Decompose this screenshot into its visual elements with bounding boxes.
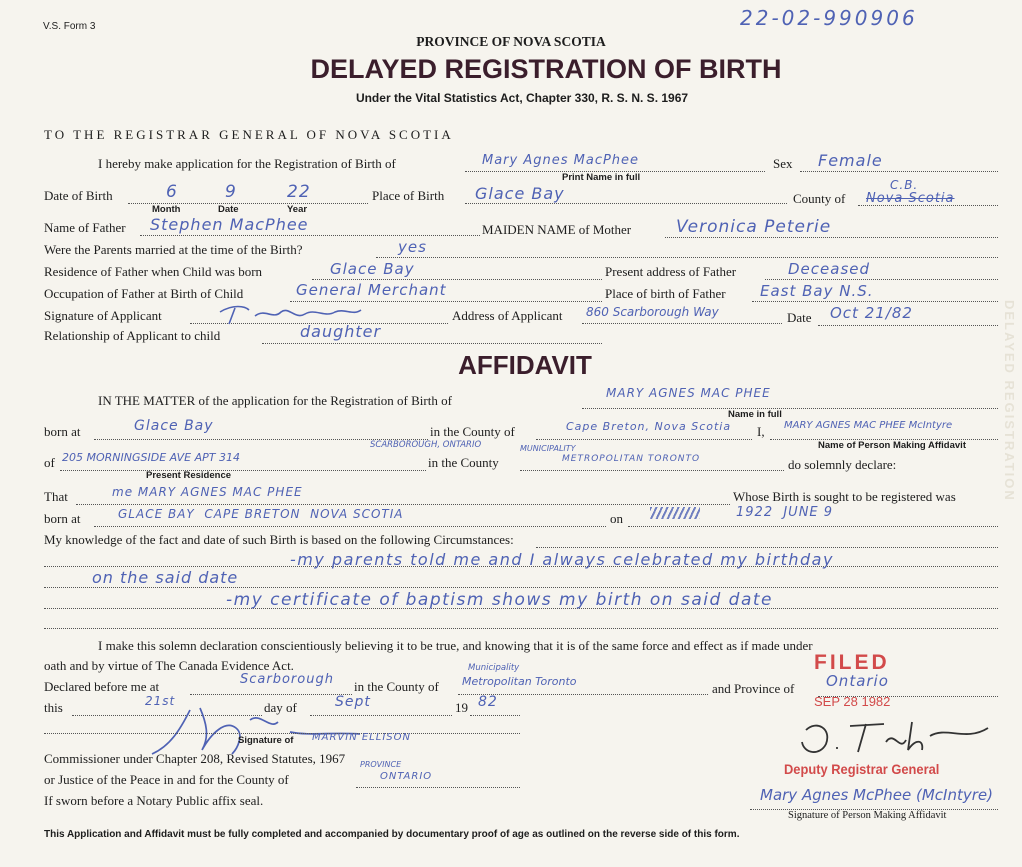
- present-address-line: [765, 279, 998, 280]
- year-line: [470, 715, 520, 716]
- date-label: Date: [218, 204, 239, 215]
- place-line: [465, 203, 787, 204]
- father-birthplace-label: Place of birth of Father: [605, 286, 726, 301]
- in-county3-value: Metropolitan Toronto: [462, 675, 577, 688]
- circumstance-line-4: [44, 628, 998, 629]
- knowledge-label: My knowledge of the fact and date of such Birth is based on the following Circumstances:: [44, 532, 514, 547]
- father-name: Stephen MacPhee: [150, 215, 309, 234]
- province-label: and Province of: [712, 681, 795, 696]
- in-county2-line: [520, 470, 784, 471]
- filed-date-stamp: SEP 28 1982: [814, 694, 891, 709]
- born-at-value: Glace Bay: [134, 418, 214, 434]
- residence-value: Glace Bay: [330, 260, 415, 278]
- present-address-value: Deceased: [788, 260, 871, 278]
- person-signature-label: Signature of Person Making Affidavit: [788, 810, 947, 821]
- page-title: DELAYED REGISTRATION OF BIRTH: [310, 54, 782, 84]
- print-name-label: Print Name in full: [562, 172, 641, 183]
- declared-label: Declared before me at: [44, 679, 160, 694]
- declaration-line-1: I make this solemn declaration conscientiously believing it to be true, and knowing that it is of the same force and effect as if made under: [98, 638, 813, 653]
- declare-label: do solemnly declare:: [788, 457, 897, 472]
- this-label: this: [44, 700, 63, 715]
- mother-label: MAIDEN NAME of Mother: [482, 222, 632, 237]
- applicant-address-value: 860 Scarborough Way: [586, 305, 719, 319]
- declared-value: Scarborough: [240, 672, 334, 687]
- province-heading: PROVINCE OF NOVA SCOTIA: [416, 34, 606, 49]
- month-label: Month: [152, 204, 181, 215]
- matter-line: [582, 408, 998, 409]
- father-birthplace-line: [752, 301, 998, 302]
- residence-address: 205 MORNINGSIDE AVE APT 314: [62, 451, 240, 464]
- filed-stamp: FILED: [814, 651, 890, 674]
- in-county2-value: METROPOLITAN TORONTO: [562, 454, 701, 464]
- year-prefix: 19: [455, 700, 468, 715]
- of-label: of: [44, 455, 55, 470]
- form-number: V.S. Form 3: [43, 21, 96, 32]
- signature-of-label: Signature of: [238, 735, 294, 746]
- signature-line: [44, 733, 520, 734]
- affidavit-heading: AFFIDAVIT: [458, 350, 592, 380]
- name-full-label: Name in full: [728, 409, 782, 420]
- county-value: C.B.: [890, 178, 919, 192]
- residence-label: Residence of Father when Child was born: [44, 264, 263, 279]
- day-value: Sept: [335, 694, 371, 710]
- of-line: [60, 470, 426, 471]
- born-at2-line: [94, 526, 606, 527]
- matter-value: MARY AGNES MAC PHEE: [606, 386, 771, 400]
- justice-value: ONTARIO: [380, 771, 433, 782]
- commissioner-line: Commissioner under Chapter 208, Revised Statutes, 1967: [44, 751, 346, 766]
- father-label: Name of Father: [44, 220, 126, 235]
- justice-line: or Justice of the Peace in and for the County of: [44, 772, 289, 787]
- that-value: me MARY AGNES MAC PHEE: [112, 485, 303, 499]
- that-label: That: [44, 489, 68, 504]
- knowledge-line: [536, 547, 998, 548]
- dob-month: 6: [166, 182, 178, 202]
- county-label: County of: [793, 191, 846, 206]
- watermark: DELAYED REGISTRATION: [1002, 300, 1017, 502]
- sex-label: Sex: [773, 156, 793, 171]
- occupation-value: General Merchant: [296, 281, 447, 299]
- mother-name: Veronica Peterie: [676, 217, 832, 237]
- married-line: [376, 257, 998, 258]
- matter-label: IN THE MATTER of the application for the Registration of Birth of: [98, 393, 452, 408]
- sex-value: Female: [818, 151, 883, 170]
- applicant-address-line: [582, 323, 782, 324]
- municipality-note2: Municipality: [468, 663, 520, 673]
- year-label: Year: [287, 204, 308, 215]
- county-struck: Nova Scotia: [866, 191, 955, 206]
- place-of-birth: Glace Bay: [475, 184, 565, 203]
- circumstance-3: -my certificate of baptism shows my birth on said date: [226, 590, 774, 610]
- child-name: Mary Agnes MacPhee: [482, 153, 640, 168]
- dob-date: 9: [225, 182, 237, 202]
- affiant-name: MARY AGNES MAC PHEE McIntyre: [784, 420, 953, 431]
- addressee: TO THE REGISTRAR GENERAL OF NOVA SCOTIA: [44, 127, 454, 142]
- mother-line: [665, 237, 998, 238]
- relationship-line: [262, 343, 602, 344]
- married-value: yes: [398, 238, 427, 256]
- this-value: 21st: [145, 694, 176, 708]
- application-date: Oct 21/82: [830, 304, 913, 322]
- father-birthplace-value: East Bay N.S.: [760, 282, 874, 300]
- place-of-birth-label: Place of Birth: [372, 188, 445, 203]
- province-note: PROVINCE: [360, 760, 402, 769]
- subtitle: Under the Vital Statistics Act, Chapter 330, R. S. N. S. 1967: [355, 91, 689, 105]
- residence-address-extra: SCARBOROUGH, ONTARIO: [370, 440, 482, 450]
- born-at-label: born at: [44, 424, 81, 439]
- circumstance-1: -my parents told me and I always celebrated my birthday: [290, 550, 834, 569]
- application-date-label: Date: [787, 310, 812, 325]
- relationship-value: daughter: [300, 322, 382, 341]
- on-line: [628, 526, 998, 527]
- notary-line: If sworn before a Notary Public affix seal.: [44, 793, 264, 808]
- dob-label: Date of Birth: [44, 188, 113, 203]
- born-at2-label: born at: [44, 511, 81, 526]
- justice-county-line: [356, 787, 520, 788]
- scribble: [650, 507, 700, 519]
- year-value: 82: [478, 694, 498, 710]
- applicant-signature-label: Signature of Applicant: [44, 308, 162, 323]
- file-number: 22-02-990906: [740, 6, 918, 30]
- in-county3-label: in the County of: [354, 679, 439, 694]
- born-at2-value: GLACE BAY CAPE BRETON NOVA SCOTIA: [118, 507, 404, 521]
- residence-line: [312, 279, 602, 280]
- in-county-label: in the County of: [430, 424, 515, 439]
- intro-label: I hereby make application for the Registration of Birth of: [98, 156, 396, 171]
- that-line: [76, 504, 730, 505]
- circumstance-line-2: [44, 587, 998, 588]
- on-value: 1922 JUNE 9: [736, 505, 834, 520]
- on-label: on: [610, 511, 623, 526]
- person-signature: Mary Agnes McPhee (McIntyre): [760, 786, 993, 804]
- dob-year: 22: [287, 182, 311, 202]
- married-label: Were the Parents married at the time of the Birth?: [44, 242, 303, 257]
- commissioner-name: MARVIN ELLISON: [312, 732, 411, 743]
- province-value: Ontario: [826, 672, 889, 690]
- day-label: day of: [264, 700, 297, 715]
- application-date-line: [818, 325, 998, 326]
- in-county-line: [536, 439, 752, 440]
- i-label: I,: [757, 424, 765, 439]
- registrar-signature: [796, 712, 996, 762]
- present-residence-label: Present Residence: [146, 470, 232, 481]
- occupation-label: Occupation of Father at Birth of Child: [44, 286, 244, 301]
- present-address-label: Present address of Father: [605, 264, 737, 279]
- registrar-title-stamp: Deputy Registrar General: [784, 761, 940, 777]
- person-label: Name of Person Making Affidavit: [818, 440, 966, 451]
- relationship-label: Relationship of Applicant to child: [44, 328, 221, 343]
- declared-line: [190, 694, 352, 695]
- in-county-value: Cape Breton, Nova Scotia: [566, 420, 732, 433]
- whose-birth-label: Whose Birth is sought to be registered was: [733, 489, 956, 504]
- municipality-note: MUNICIPALITY: [520, 444, 576, 453]
- applicant-address-label: Address of Applicant: [452, 308, 563, 323]
- footer-note: This Application and Affidavit must be fully completed and accompanied by documentary proof of age as outlined on the reverse side of this form.: [44, 829, 740, 840]
- circumstance-2: on the said date: [92, 568, 239, 587]
- father-line: [140, 235, 480, 236]
- declaration-line-2: oath and by virtue of The Canada Evidence Act.: [44, 658, 294, 673]
- in-county2-label: in the County: [428, 455, 499, 470]
- sex-line: [800, 171, 998, 172]
